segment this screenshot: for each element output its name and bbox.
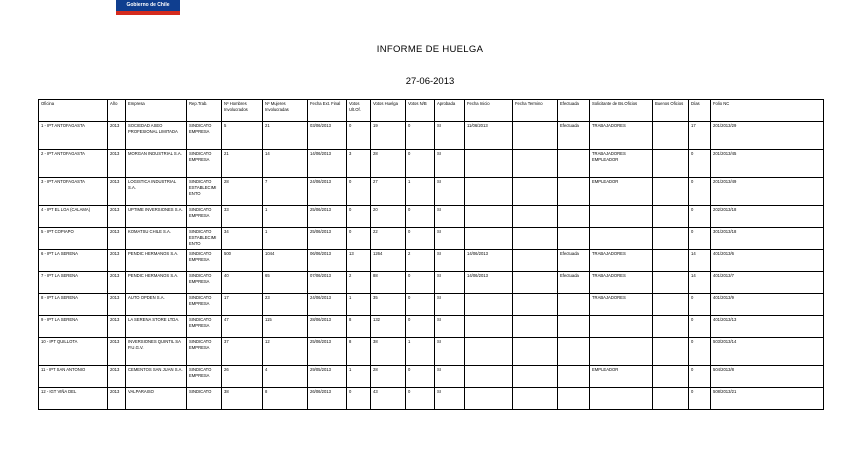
table-cell: 5 bbox=[222, 122, 263, 150]
table-cell bbox=[465, 338, 513, 366]
table-cell: 33 bbox=[222, 206, 263, 228]
table-cell: 0 bbox=[689, 366, 711, 388]
table-cell: SI bbox=[435, 178, 465, 206]
table-cell: 07/06/2013 bbox=[308, 272, 347, 294]
table-cell bbox=[465, 228, 513, 250]
header-votos-huelga: Votos Huelga bbox=[371, 100, 406, 122]
table-cell: SOCIEDAD ASEO PROFESIONAL LIMITADA bbox=[126, 122, 187, 150]
table-cell: MORGAN INDUSTRIAL S.A. bbox=[126, 150, 187, 178]
table-cell bbox=[590, 316, 653, 338]
table-cell: 25/06/2013 bbox=[308, 206, 347, 228]
table-cell bbox=[558, 338, 590, 366]
table-cell: 0 bbox=[689, 294, 711, 316]
table-cell bbox=[513, 294, 558, 316]
table-cell: 0 bbox=[406, 228, 435, 250]
table-cell: 4 - IPT EL LOA (CALAMA) bbox=[39, 206, 108, 228]
table-cell: 0 bbox=[689, 206, 711, 228]
table-cell: 7 - IPT LA SERENA bbox=[39, 272, 108, 294]
table-cell bbox=[653, 178, 689, 206]
table-cell: 20 bbox=[371, 206, 406, 228]
table-cell: 2013 bbox=[108, 206, 126, 228]
table-cell: 38 bbox=[371, 338, 406, 366]
table-cell bbox=[558, 178, 590, 206]
table-cell: 2013 bbox=[108, 272, 126, 294]
table-cell: 2013 bbox=[108, 316, 126, 338]
table-cell: 47 bbox=[222, 316, 263, 338]
table-cell bbox=[465, 150, 513, 178]
table-cell: SI bbox=[435, 122, 465, 150]
table-cell: 132 bbox=[371, 316, 406, 338]
table-cell: 401/2013/6 bbox=[711, 250, 824, 272]
table-cell bbox=[558, 366, 590, 388]
table-cell bbox=[513, 122, 558, 150]
table-cell: SINDICATO EMPRESA bbox=[187, 250, 222, 272]
table-cell: 1264 bbox=[371, 250, 406, 272]
table-cell bbox=[558, 388, 590, 410]
table-row bbox=[39, 366, 824, 388]
table-cell bbox=[513, 316, 558, 338]
header-dias: Días bbox=[689, 100, 711, 122]
table-cell bbox=[653, 366, 689, 388]
table-row bbox=[39, 294, 824, 316]
table-cell: 25/06/2013 bbox=[308, 338, 347, 366]
table-cell: 13 bbox=[347, 250, 371, 272]
table-cell: 43 bbox=[371, 388, 406, 410]
table-cell: TRABAJADORES bbox=[590, 122, 653, 150]
table-cell: 38 bbox=[222, 388, 263, 410]
table-row bbox=[39, 150, 824, 178]
table-cell: SINDICATO EMPRESA bbox=[187, 206, 222, 228]
table-cell: SI bbox=[435, 228, 465, 250]
table-cell: SI bbox=[435, 316, 465, 338]
table-cell: SINDICATO EMPRESA bbox=[187, 122, 222, 150]
table-cell: 0 bbox=[689, 388, 711, 410]
table-cell: 401/2013/9 bbox=[711, 294, 824, 316]
table-cell: 0 bbox=[406, 150, 435, 178]
table-cell: SINDICATO EMPRESA bbox=[187, 366, 222, 388]
header-folio: Folio NC bbox=[711, 100, 824, 122]
table-cell: 2013 bbox=[108, 150, 126, 178]
table-cell: Efectuada bbox=[558, 122, 590, 150]
table-cell: 23 bbox=[263, 294, 308, 316]
table-cell: 06/06/2013 bbox=[308, 250, 347, 272]
table-cell: 34 bbox=[222, 228, 263, 250]
table-cell: CEMENTOS SAN JUAN S.A. bbox=[126, 366, 187, 388]
table-cell bbox=[590, 206, 653, 228]
table-cell bbox=[513, 366, 558, 388]
table-cell bbox=[590, 388, 653, 410]
table-cell: TRABAJADORES EMPLEADOR bbox=[590, 150, 653, 178]
table-cell: 27 bbox=[371, 178, 406, 206]
report-date: 27-06-2013 bbox=[405, 76, 455, 87]
table-cell: 0 bbox=[406, 366, 435, 388]
table-cell: EMPLEADOR bbox=[590, 178, 653, 206]
table-row bbox=[39, 178, 824, 206]
table-cell bbox=[513, 228, 558, 250]
table-cell bbox=[653, 338, 689, 366]
table-cell: 28 bbox=[371, 366, 406, 388]
table-cell: 40 bbox=[222, 272, 263, 294]
table-cell: 8 bbox=[347, 316, 371, 338]
table-cell: 29/05/2013 bbox=[308, 366, 347, 388]
gobierno-logo bbox=[116, 0, 180, 15]
table-cell: 0 bbox=[689, 178, 711, 206]
table-cell: 28 bbox=[371, 150, 406, 178]
table-cell: 21 bbox=[222, 150, 263, 178]
table-cell: 0 bbox=[406, 316, 435, 338]
table-cell: 6 - IPT LA SERENA bbox=[39, 250, 108, 272]
table-cell: TRABAJADORES bbox=[590, 272, 653, 294]
table-cell: 22 bbox=[371, 228, 406, 250]
table-cell: SINDICATO EMPRESA bbox=[187, 150, 222, 178]
table-cell bbox=[558, 228, 590, 250]
header-aprobada: Aprobada bbox=[435, 100, 465, 122]
table-cell bbox=[653, 122, 689, 150]
table-cell: 201/2013/29 bbox=[711, 122, 824, 150]
table-cell: 2013 bbox=[108, 366, 126, 388]
table-cell: 1 bbox=[263, 206, 308, 228]
table-cell bbox=[558, 150, 590, 178]
table-cell: LA SERENA STORE LTDA. bbox=[126, 316, 187, 338]
table-cell: SINDICATO bbox=[187, 388, 222, 410]
table-cell: 1 bbox=[406, 178, 435, 206]
table-row bbox=[39, 338, 824, 366]
table-cell: SINDICATO EMPRESA bbox=[187, 272, 222, 294]
table-cell bbox=[465, 178, 513, 206]
header-votos-ult: Votos Ult.Of. bbox=[347, 100, 371, 122]
table-cell: AUTO OPDEN S.A. bbox=[126, 294, 187, 316]
table-cell: 8 bbox=[263, 388, 308, 410]
table-cell bbox=[558, 206, 590, 228]
table-cell: SINDICATO EMPRESA bbox=[187, 316, 222, 338]
table-cell: 26/06/2013 bbox=[308, 388, 347, 410]
table-cell: 17 bbox=[689, 122, 711, 150]
table-cell: SI bbox=[435, 272, 465, 294]
table-cell bbox=[653, 150, 689, 178]
table-cell: 24/06/2013 bbox=[308, 294, 347, 316]
table-cell: TRABAJADORES bbox=[590, 294, 653, 316]
table-cell: 5 - IPT COPIAPO bbox=[39, 228, 108, 250]
table-cell bbox=[590, 228, 653, 250]
table-header-row bbox=[39, 100, 824, 122]
table-cell bbox=[653, 316, 689, 338]
table-cell: SINDICATO ESTABLECIMIENTO bbox=[187, 228, 222, 250]
table-cell: 0 bbox=[406, 294, 435, 316]
table-cell: SI bbox=[435, 150, 465, 178]
table-cell: Efectuada bbox=[558, 250, 590, 272]
table-cell: 8 bbox=[347, 338, 371, 366]
table-cell: 11/06/2013 bbox=[465, 122, 513, 150]
table-cell: 1 bbox=[406, 338, 435, 366]
table-cell: 401/2013/13 bbox=[711, 316, 824, 338]
header-votos-nb: Votos N/B bbox=[406, 100, 435, 122]
table-cell bbox=[465, 294, 513, 316]
table-cell: 0 bbox=[347, 206, 371, 228]
table-row bbox=[39, 388, 824, 410]
table-cell: 115 bbox=[263, 316, 308, 338]
table-cell: 14/06/2013 bbox=[308, 150, 347, 178]
table-cell bbox=[653, 294, 689, 316]
header-oficina: Oficina bbox=[39, 100, 108, 122]
header-rep-trab: Rep.Trab. bbox=[187, 100, 222, 122]
header-fecha-termino: Fecha Termino bbox=[513, 100, 558, 122]
table-cell: SI bbox=[435, 366, 465, 388]
table-cell bbox=[513, 150, 558, 178]
table-row bbox=[39, 206, 824, 228]
table-cell: 14 bbox=[689, 272, 711, 294]
table-cell: 65 bbox=[263, 272, 308, 294]
table-cell: 25/06/2013 bbox=[308, 228, 347, 250]
table-cell: 0 bbox=[347, 388, 371, 410]
table-cell: 3 bbox=[347, 150, 371, 178]
header-fecha-ext: Fecha Ext. Final bbox=[308, 100, 347, 122]
table-cell: LOGISTICA INDUSTRIAL S.A. bbox=[126, 178, 187, 206]
table-cell: 14 bbox=[689, 250, 711, 272]
table-cell bbox=[465, 316, 513, 338]
report-title: INFORME DE HUELGA bbox=[376, 44, 484, 55]
table-cell: 12 bbox=[263, 338, 308, 366]
header-hombres: Nº Hombres Involucrados bbox=[222, 100, 263, 122]
table-cell: 1 - IPT ANTOFAGASTA bbox=[39, 122, 108, 150]
table-cell: 0 bbox=[347, 122, 371, 150]
table-cell: SI bbox=[435, 294, 465, 316]
table-cell: 0 bbox=[406, 272, 435, 294]
table-cell: 1 bbox=[347, 366, 371, 388]
table-cell: 12 - IGT VIÑA DEL bbox=[39, 388, 108, 410]
table-cell: 2 bbox=[406, 250, 435, 272]
table-cell: 9 - IPT LA SERENA bbox=[39, 316, 108, 338]
table-cell bbox=[513, 206, 558, 228]
table-cell bbox=[513, 388, 558, 410]
table-cell bbox=[513, 338, 558, 366]
table-cell: SI bbox=[435, 338, 465, 366]
table-cell bbox=[653, 388, 689, 410]
table-cell: 0 bbox=[689, 316, 711, 338]
table-cell: 28 bbox=[222, 178, 263, 206]
table-cell: Efectuada bbox=[558, 272, 590, 294]
table-cell: 0 bbox=[689, 338, 711, 366]
table-cell: SINDICATO ESTABLECIMIENTO bbox=[187, 178, 222, 206]
table-cell: 1 bbox=[347, 294, 371, 316]
header-empresa: Empresa bbox=[126, 100, 187, 122]
table-cell: PENDIC HERMANOS S.A. bbox=[126, 250, 187, 272]
table-cell: 504/2013/8 bbox=[711, 366, 824, 388]
table-cell: 201/2013/45 bbox=[711, 150, 824, 178]
table-cell: 26 bbox=[222, 366, 263, 388]
table-cell: 2 - IPT ANTOFAGASTA bbox=[39, 150, 108, 178]
table-row bbox=[39, 316, 824, 338]
table-cell: 10 - IPT QUILLOTA bbox=[39, 338, 108, 366]
table-cell: 0 bbox=[689, 228, 711, 250]
table-cell: EMPLEADOR bbox=[590, 366, 653, 388]
table-cell: 0 bbox=[406, 206, 435, 228]
table-cell: 2013 bbox=[108, 228, 126, 250]
table-cell: 17 bbox=[222, 294, 263, 316]
table-cell: PENDIC HERMANOS S.A. bbox=[126, 272, 187, 294]
table-cell: 0 bbox=[406, 122, 435, 150]
table-cell: 0 bbox=[347, 228, 371, 250]
table-cell: 2013 bbox=[108, 122, 126, 150]
strike-report-table bbox=[38, 99, 824, 410]
table-cell: 21 bbox=[263, 122, 308, 150]
table-cell: 14 bbox=[263, 150, 308, 178]
table-row bbox=[39, 250, 824, 272]
table-cell: KOMATSU CHILE S.A. bbox=[126, 228, 187, 250]
table-cell: 35 bbox=[371, 294, 406, 316]
table-cell bbox=[590, 338, 653, 366]
table-cell: 2 bbox=[347, 272, 371, 294]
table-row bbox=[39, 228, 824, 250]
table-cell: UPTIME INVERSIONES S.A. bbox=[126, 206, 187, 228]
table-cell: 0 bbox=[689, 150, 711, 178]
table-cell: 19 bbox=[371, 122, 406, 150]
header-mujeres: Nº Mujeres Involucradas bbox=[263, 100, 308, 122]
table-cell: 2013 bbox=[108, 294, 126, 316]
table-cell: TRABAJADORES bbox=[590, 250, 653, 272]
table-cell bbox=[653, 206, 689, 228]
table-cell: 4 bbox=[263, 366, 308, 388]
table-cell: 14/06/2013 bbox=[465, 272, 513, 294]
table-cell bbox=[653, 228, 689, 250]
table-cell bbox=[465, 206, 513, 228]
table-cell bbox=[558, 294, 590, 316]
table-cell bbox=[653, 272, 689, 294]
table-cell: SI bbox=[435, 250, 465, 272]
header-buenos-oficios: Buenos Oficios bbox=[653, 100, 689, 122]
table-cell: 1044 bbox=[263, 250, 308, 272]
table-cell: SINDICATO EMPRESA bbox=[187, 338, 222, 366]
table-cell: 0 bbox=[406, 388, 435, 410]
table-cell bbox=[465, 366, 513, 388]
table-cell bbox=[513, 178, 558, 206]
table-cell bbox=[465, 388, 513, 410]
table-row bbox=[39, 122, 824, 150]
table-cell: VALPARAISO bbox=[126, 388, 187, 410]
table-cell bbox=[513, 272, 558, 294]
table-cell: SINDICATO EMPRESA bbox=[187, 294, 222, 316]
table-cell: 2013 bbox=[108, 338, 126, 366]
header-fecha-inicio: Fecha Inicio bbox=[465, 100, 513, 122]
table-cell: 28/06/2013 bbox=[308, 316, 347, 338]
table-cell: 2013 bbox=[108, 388, 126, 410]
header-ano: Año bbox=[108, 100, 126, 122]
table-cell: 11 - IPT SAN ANTONIO bbox=[39, 366, 108, 388]
table-cell: INVERSIONES QUINTIL SA P.U.G.V. bbox=[126, 338, 187, 366]
table-cell: 2013 bbox=[108, 178, 126, 206]
table-cell: 2013 bbox=[108, 250, 126, 272]
table-cell: 301/2013/18 bbox=[711, 228, 824, 250]
table-cell: 202/2013/18 bbox=[711, 206, 824, 228]
table-cell: SI bbox=[435, 388, 465, 410]
table-cell: 401/2013/7 bbox=[711, 272, 824, 294]
table-cell: 88 bbox=[371, 272, 406, 294]
header-efectuada: Efectuada bbox=[558, 100, 590, 122]
table-cell: 0 bbox=[347, 178, 371, 206]
table-cell bbox=[513, 250, 558, 272]
table-cell: 503/2013/14 bbox=[711, 338, 824, 366]
table-cell: 37 bbox=[222, 338, 263, 366]
table-cell: 3 - IPT ANTOFAGASTA bbox=[39, 178, 108, 206]
table-row bbox=[39, 272, 824, 294]
table-cell: SI bbox=[435, 206, 465, 228]
table-cell: 8 - IPT LA SERENA bbox=[39, 294, 108, 316]
table-cell: 201/2013/49 bbox=[711, 178, 824, 206]
table-cell: 03/06/2013 bbox=[308, 122, 347, 150]
table-cell: 500 bbox=[222, 250, 263, 272]
table-cell: 7 bbox=[263, 178, 308, 206]
table-cell: 24/06/2013 bbox=[308, 178, 347, 206]
logo-text: Gobierno de Chile bbox=[126, 2, 170, 8]
table-cell bbox=[558, 316, 590, 338]
header-solicitante: Solicitante de Bs.Oficios bbox=[590, 100, 653, 122]
table-cell: 14/06/2013 bbox=[465, 250, 513, 272]
table-cell bbox=[653, 250, 689, 272]
table-cell: 508/2013/21 bbox=[711, 388, 824, 410]
table-cell: 1 bbox=[263, 228, 308, 250]
